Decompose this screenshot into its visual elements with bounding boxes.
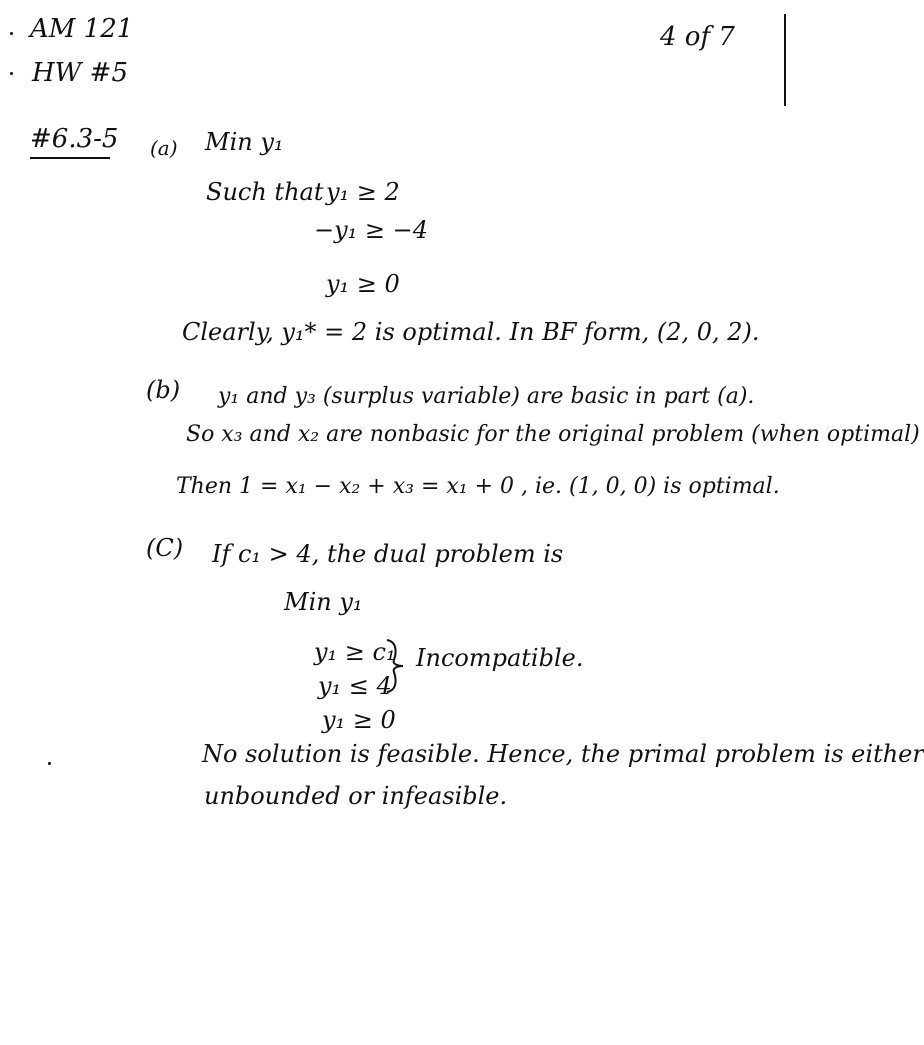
part-a-constraint-1: y₁ ≥ 2: [326, 178, 400, 206]
problem-number: #6.3-5: [30, 124, 119, 154]
part-a-objective: Min y₁: [205, 128, 284, 156]
part-b-label: (b): [146, 376, 181, 404]
margin-dot: [10, 32, 13, 35]
homework-label: HW #5: [32, 58, 128, 88]
part-a-constraint-2: −y₁ ≥ −4: [314, 216, 429, 244]
problem-number-underline: [30, 157, 110, 159]
part-b-line-3: Then 1 = x₁ − x₂ + x₃ = x₁ + 0 , ie. (1, 0, 0) is optimal.: [176, 474, 780, 499]
part-c-label: (C): [146, 534, 184, 562]
part-c-incompatible-note: Incompatible.: [416, 644, 584, 672]
part-b-line-1: y₁ and y₃ (surplus variable) are basic in part (a).: [218, 384, 755, 409]
part-a-such-that: Such that: [206, 178, 324, 206]
part-b-line-2: So x₃ and x₂ are nonbasic for the original problem (when optimal): [186, 422, 920, 447]
part-c-constraint-2: y₁ ≤ 4: [318, 672, 392, 700]
course-label: AM 121: [30, 14, 134, 44]
page-edge-line: [784, 14, 786, 106]
part-c-intro: If c₁ > 4, the dual problem is: [212, 540, 564, 568]
part-c-objective: Min y₁: [284, 588, 363, 616]
part-a-constraint-3: y₁ ≥ 0: [326, 270, 400, 298]
margin-dot: [10, 72, 13, 75]
part-c-conclusion-2: unbounded or infeasible.: [204, 782, 508, 810]
part-a-conclusion: Clearly, y₁* = 2 is optimal. In BF form, (2, 0, 2).: [182, 318, 760, 346]
part-c-conclusion-1: No solution is feasible. Hence, the primal problem is either: [202, 740, 924, 768]
margin-dot: [48, 762, 51, 765]
part-a-label: (a): [150, 136, 178, 160]
curly-brace-icon: [384, 638, 406, 694]
part-c-constraint-1: y₁ ≥ c₁: [314, 638, 396, 666]
page-number: 4 of 7: [660, 22, 735, 52]
part-c-constraint-3: y₁ ≥ 0: [322, 706, 396, 734]
